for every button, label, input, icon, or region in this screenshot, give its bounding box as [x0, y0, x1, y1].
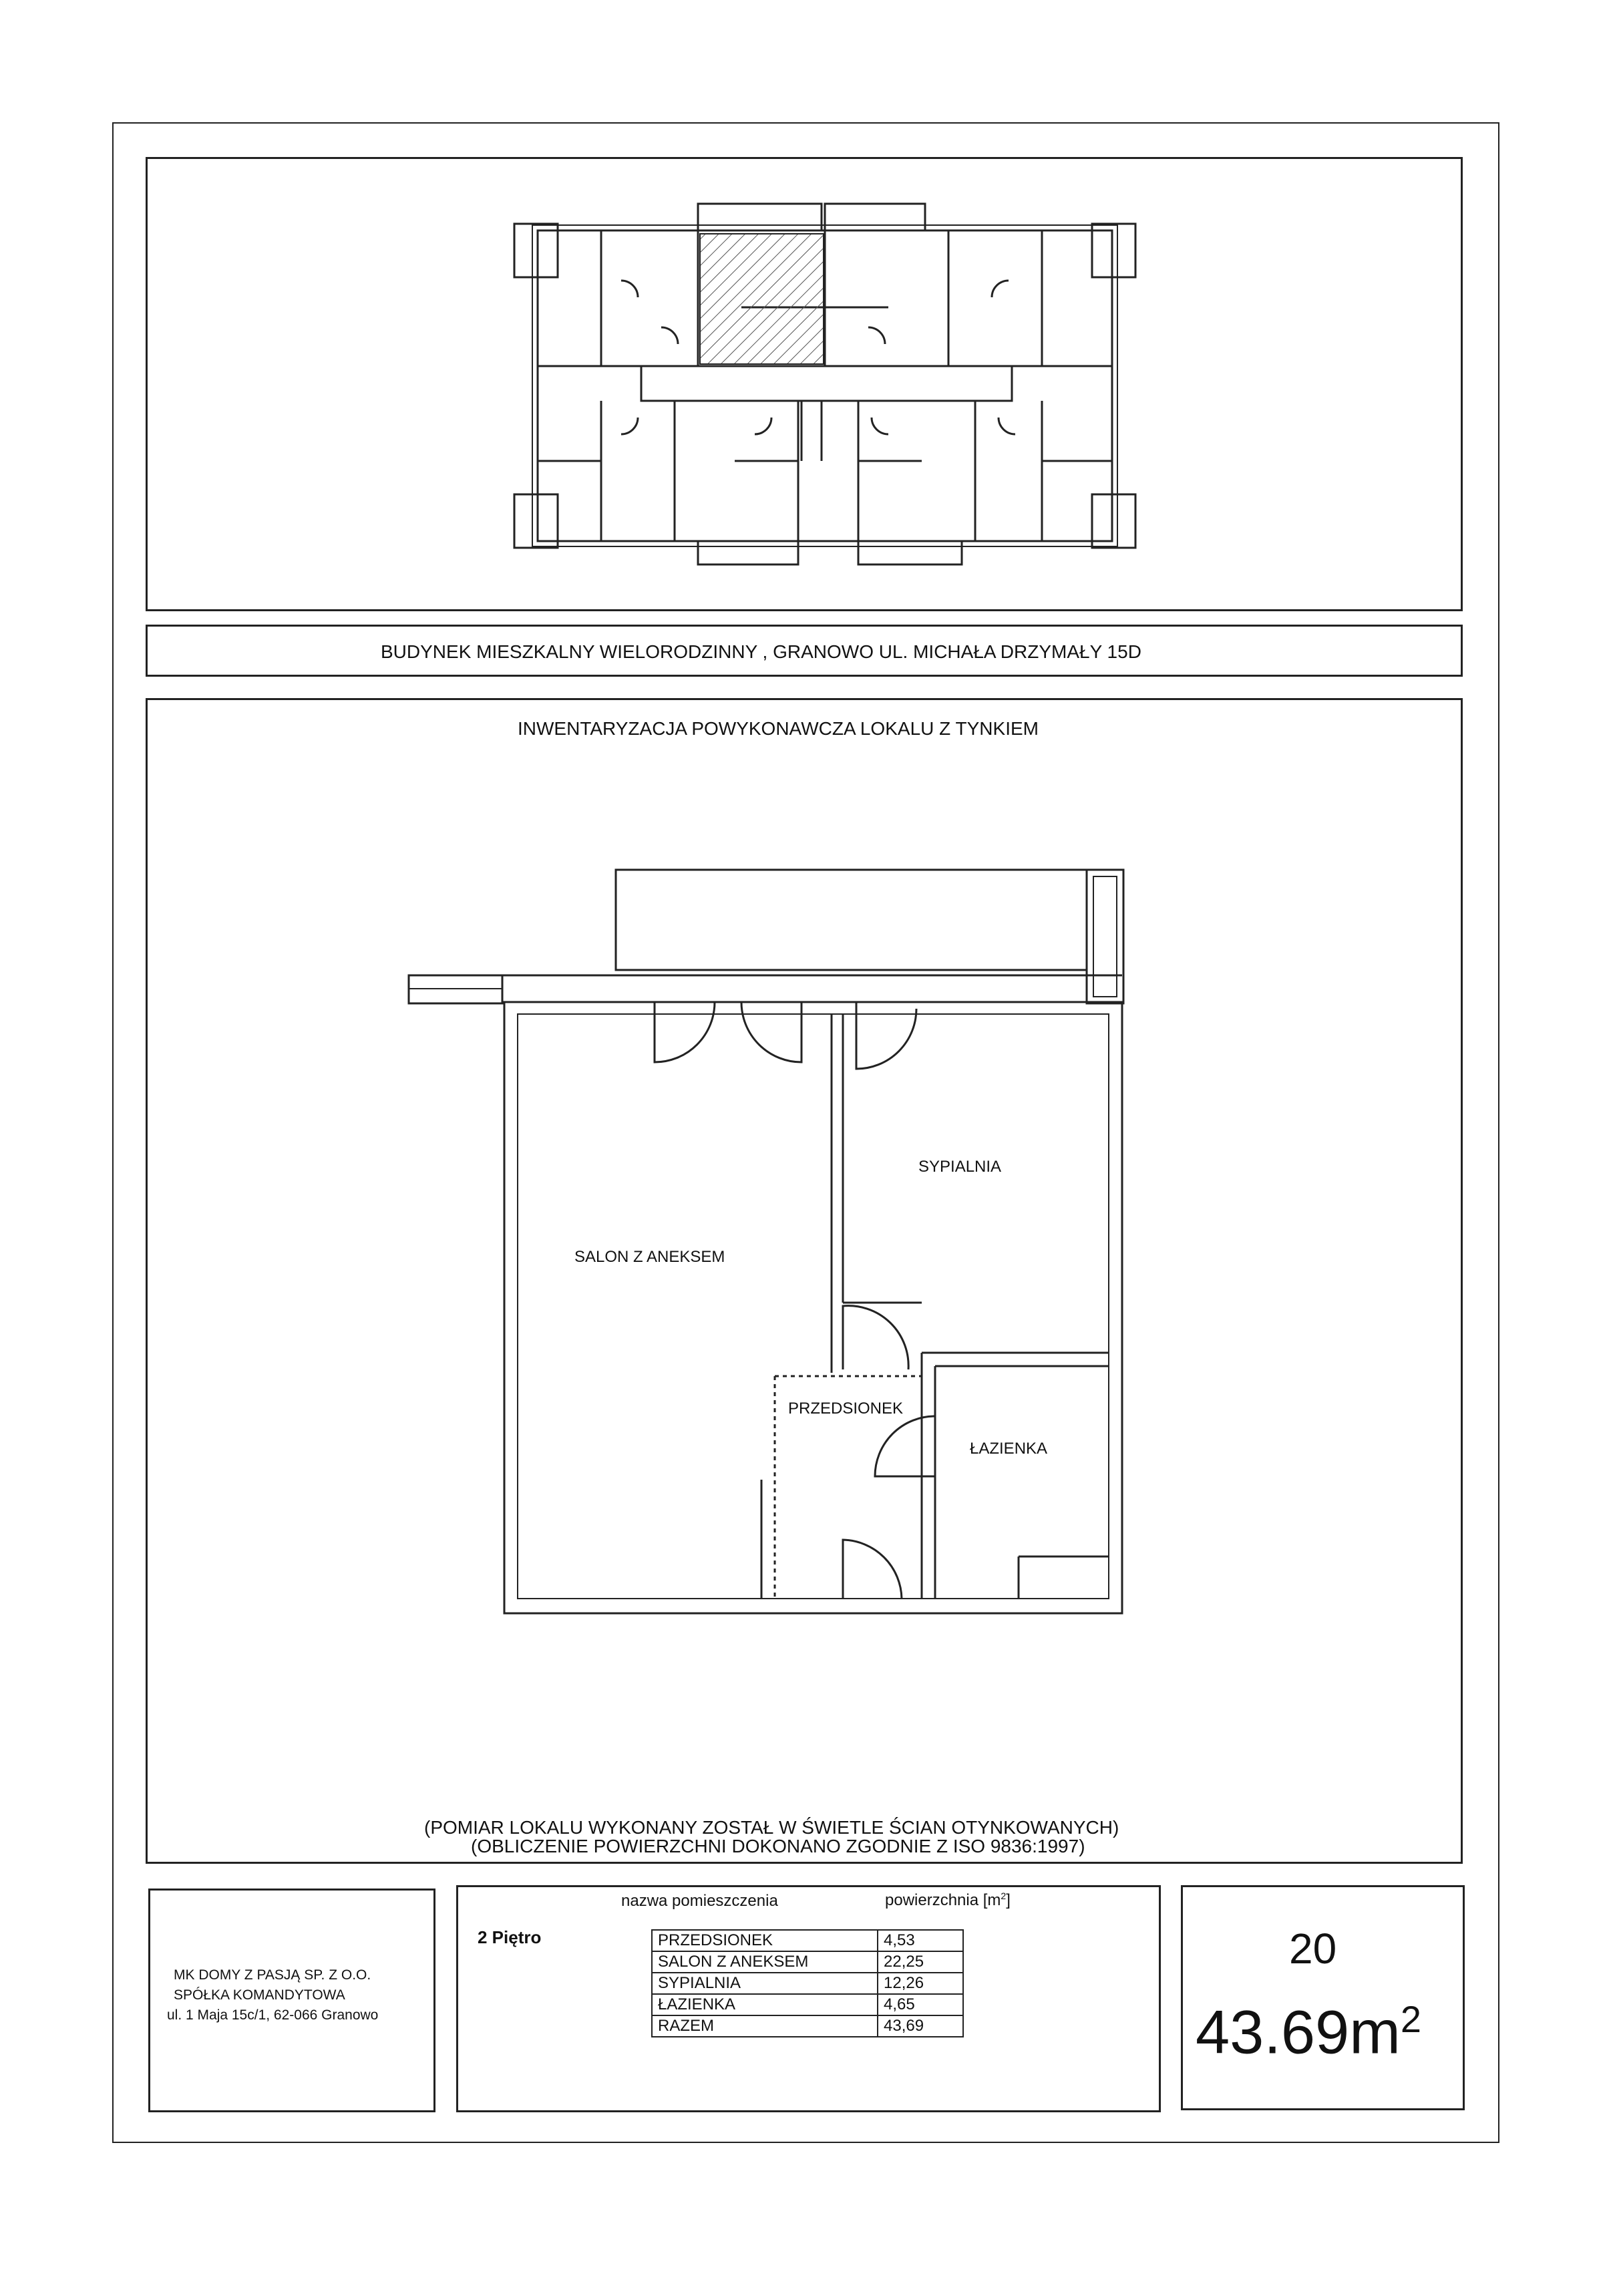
- table-header-area: powierzchnia $[m^2]$: [885, 1891, 1011, 1909]
- unit-total-area: $43.69m^2$: [1196, 1998, 1422, 2067]
- table-row: [652, 1973, 963, 1994]
- room-area: 4,65: [878, 1994, 963, 2015]
- company-line-1: MK DOMY Z PASJĄ SP. Z O.O.: [174, 1967, 371, 1983]
- room-label-sypialnia: SYPIALNIA: [918, 1158, 1002, 1176]
- company-line-3: ul. 1 Maja 15c/1, 62-066 Granowo: [167, 2007, 379, 2023]
- measurement-note-2: (OBLICZENIE POWIERZCHNI DOKONANO ZGODNIE Z ISO 9836:1997): [471, 1836, 1085, 1856]
- room-name: PRZEDSIONEK: [652, 1930, 878, 1951]
- room-area: 12,26: [878, 1973, 963, 1994]
- room-name: SALON Z ANEKSEM: [652, 1951, 878, 1973]
- room-label-lazienka: ŁAZIENKA: [970, 1440, 1048, 1458]
- room-area: 22,25: [878, 1951, 963, 1973]
- plan-frame: [146, 698, 1463, 1864]
- room-label-przedsionek: PRZEDSIONEK: [788, 1400, 904, 1418]
- room-area: 4,53: [878, 1930, 963, 1951]
- company-line-2: SPÓŁKA KOMANDYTOWA: [174, 1987, 345, 2003]
- room-name: SYPIALNIA: [652, 1973, 878, 1994]
- table-row: [652, 1930, 963, 1951]
- building-title: BUDYNEK MIESZKALNY WIELORODZINNY , GRANOWO UL. MICHAŁA DRZYMAŁY 15D: [381, 641, 1141, 662]
- floor-label: 2 Piętro: [478, 1927, 542, 1947]
- table-row: [652, 2015, 963, 2037]
- room-name: ŁAZIENKA: [652, 1994, 878, 2015]
- table-row: [652, 1951, 963, 1973]
- table-row: [652, 1994, 963, 2015]
- unit-number: 20: [1289, 1925, 1337, 1973]
- room-area: 43,69: [878, 2015, 963, 2037]
- plan-title: INWENTARYZACJA POWYKONAWCZA LOKALU Z TYNKIEM: [518, 718, 1039, 739]
- key-plan-frame: [146, 157, 1463, 611]
- room-name: RAZEM: [652, 2015, 878, 2037]
- area-table: [651, 1929, 964, 2037]
- table-header-name: nazwa pomieszczenia: [621, 1892, 778, 1910]
- room-label-salon: SALON Z ANEKSEM: [574, 1248, 725, 1266]
- measurement-note-1: (POMIAR LOKALU WYKONANY ZOSTAŁ W ŚWIETLE ŚCIAN OTYNKOWANYCH): [424, 1817, 1119, 1838]
